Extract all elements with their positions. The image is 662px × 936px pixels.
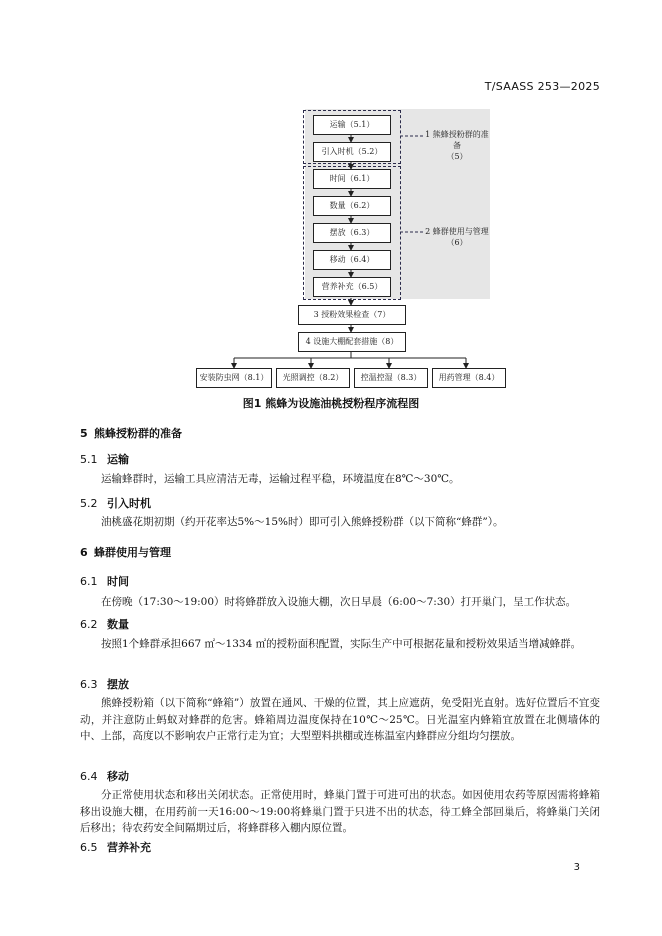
section-6-3-text: 熊蜂授粉箱（以下简称“蜂箱”）放置在通风、干燥的位置，其上应遮荫，免受阳光直射。选好位置后不宜变动，并注意防止蚂蚁对蜂群的危害。蜂箱周边温度保持在10℃～25℃。日光温室内蜂箱宜放置在北侧墙体的中、上部，高度以不影响农户正常行走为宜；大型塑料拱棚或连栋温室内蜂群应分组均匀摆放。 [80, 697, 600, 742]
section-6-1-heading [80, 573, 129, 589]
section-title: 运输 [107, 453, 129, 466]
page-number: 3 [573, 862, 580, 873]
section-6-heading [80, 544, 171, 560]
section-6-5-heading [80, 839, 151, 855]
section-number: 6.1 [80, 575, 98, 588]
group-1-ref: （5） [446, 152, 468, 161]
step-introduction-timing: 引入时机（5.2） [313, 142, 391, 162]
sub-measure-temp-humidity: 控温控湿（8.3） [354, 368, 428, 388]
section-title: 熊蜂授粉群的准备 [94, 427, 182, 440]
section-number: 6.2 [80, 618, 98, 631]
section-5-1-heading [80, 451, 129, 467]
sub-measure-insect-net: 安装防虫网（8.1） [196, 368, 272, 388]
section-number: 5.2 [80, 497, 98, 510]
section-5-heading [80, 425, 182, 441]
step-nutrition: 营养补充（6.5） [313, 277, 391, 297]
section-title: 营养补充 [107, 841, 151, 854]
flowchart [0, 0, 662, 390]
section-6-4-heading [80, 768, 129, 784]
section-number: 6 [80, 546, 88, 559]
section-title: 数量 [107, 618, 129, 631]
section-6-2-heading [80, 616, 129, 632]
step-placement: 摆放（6.3） [313, 223, 391, 243]
section-number: 6.5 [80, 841, 98, 854]
step-facility-measures: 4 设施大棚配套措施（8） [298, 332, 406, 352]
group-2-title: 2 蜂群使用与管理 [425, 227, 489, 236]
step-time: 时间（6.1） [313, 169, 391, 189]
section-6-4-text: 分正常使用状态和移出关闭状态。正常使用时，蜂巢门置于可进可出的状态。如因使用农药等原因需将蜂箱移出设施大棚，在用药前一天16:00～19:00将蜂巢门置于只进不出的状态，待工蜂全部回巢后，将蜂巢门关闭后移出；待农药安全间隔期过后，将蜂群移入棚内原位置。 [80, 789, 600, 834]
section-5-1-text: 运输蜂群时，运输工具应清洁无毒，运输过程平稳，环境温度在8℃～30℃。 [101, 473, 460, 485]
step-transport: 运输（5.1） [313, 115, 391, 135]
group-2-ref: （6） [446, 238, 468, 247]
section-number: 6.4 [80, 770, 98, 783]
section-number: 5 [80, 427, 88, 440]
step-quantity: 数量（6.2） [313, 196, 391, 216]
section-6-2-text: 按照1个蜂群承担667 ㎡～1334 ㎡的授粉面积配置，实际生产中可根据花量和授粉效果适当增减蜂群。 [101, 638, 582, 650]
section-title: 时间 [107, 575, 129, 588]
section-6-3-heading [80, 676, 129, 692]
figure-caption: 图1 熊蜂为设施油桃授粉程序流程图 [242, 397, 420, 410]
section-title: 蜂群使用与管理 [94, 546, 171, 559]
step-pollination-check: 3 授粉效果检查（7） [298, 305, 406, 325]
group-1-label [424, 129, 490, 162]
step-movement: 移动（6.4） [313, 250, 391, 270]
section-5-2-text: 油桃盛花期初期（约开花率达5%～15%时）即可引入熊蜂授粉群（以下简称“蜂群”）。 [101, 516, 504, 528]
group-2-label [424, 226, 490, 248]
section-title: 摆放 [107, 678, 129, 691]
document-code: T/SAASS 253—2025 [484, 80, 600, 93]
section-title: 移动 [107, 770, 129, 783]
section-title: 引入时机 [107, 497, 151, 510]
section-6-1-text: 在傍晚（17:30～19:00）时将蜂群放入设施大棚，次日早晨（6:00～7:30）打开巢门，呈工作状态。 [101, 596, 577, 608]
sub-measure-light-control: 光照调控（8.2） [276, 368, 350, 388]
section-number: 6.3 [80, 678, 98, 691]
group-1-title: 1 熊蜂授粉群的准备 [425, 130, 489, 150]
section-number: 5.1 [80, 453, 98, 466]
section-5-2-heading [80, 495, 151, 511]
sub-measure-pesticide: 用药管理（8.4） [432, 368, 506, 388]
